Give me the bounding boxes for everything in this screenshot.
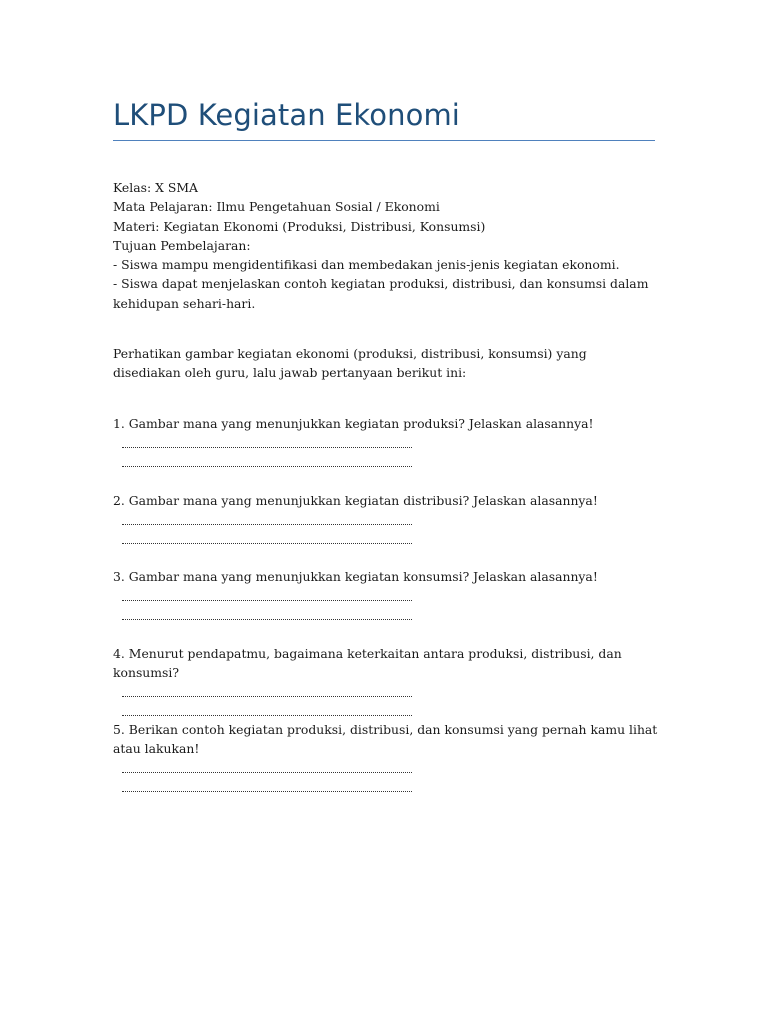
question-3: [113, 567, 658, 625]
answer-line[interactable]: [122, 683, 412, 702]
meta-tujuan-item-2: - Siswa dapat menjelaskan contoh kegiatan produksi, distribusi, dan konsumsi dalam kehidupan sehari-hari.: [113, 276, 649, 311]
answer-line[interactable]: [122, 530, 412, 549]
title-underline: [113, 140, 655, 141]
question-text: 3. Gambar mana yang menunjukkan kegiatan konsumsi? Jelaskan alasannya!: [113, 569, 598, 584]
answer-line[interactable]: [122, 586, 412, 605]
document-meta: [113, 178, 658, 313]
meta-tujuan-item-1: - Siswa mampu mengidentifikasi dan membedakan jenis-jenis kegiatan ekonomi.: [113, 257, 620, 273]
meta-mata-pelajaran: Mata Pelajaran: Ilmu Pengetahuan Sosial / Ekonomi: [113, 199, 440, 215]
question-text: 2. Gambar mana yang menunjukkan kegiatan distribusi? Jelaskan alasannya!: [113, 493, 598, 508]
meta-materi: Materi: Kegiatan Ekonomi (Produksi, Distribusi, Konsumsi): [113, 218, 486, 234]
document-title: LKPD Kegiatan Ekonomi: [113, 98, 460, 132]
instruction-paragraph: Perhatikan gambar kegiatan ekonomi (produksi, distribusi, konsumsi) yang disediakan oleh guru, lalu jawab pertanyaan berikut ini:: [113, 346, 587, 381]
meta-kelas: Kelas: X SMA: [113, 180, 198, 195]
answer-line[interactable]: [122, 510, 412, 529]
question-5: [113, 720, 658, 797]
question-text: 1. Gambar mana yang menunjukkan kegiatan produksi? Jelaskan alasannya!: [113, 416, 594, 431]
question-text: 4. Menurut pendapatmu, bagaimana keterkaitan antara produksi, distribusi, dan konsumsi?: [113, 646, 622, 681]
answer-line[interactable]: [122, 759, 412, 778]
answer-line[interactable]: [122, 453, 412, 472]
answer-line[interactable]: [122, 778, 412, 797]
question-text: 5. Berikan contoh kegiatan produksi, distribusi, dan konsumsi yang pernah kamu lihat atau lakukan!: [113, 722, 658, 757]
answer-line[interactable]: [122, 702, 412, 721]
meta-tujuan-heading: Tujuan Pembelajaran:: [113, 237, 251, 253]
question-1: [113, 414, 658, 472]
answer-line[interactable]: [122, 433, 412, 452]
question-4: [113, 644, 658, 721]
answer-line[interactable]: [122, 606, 412, 625]
question-2: [113, 491, 658, 549]
